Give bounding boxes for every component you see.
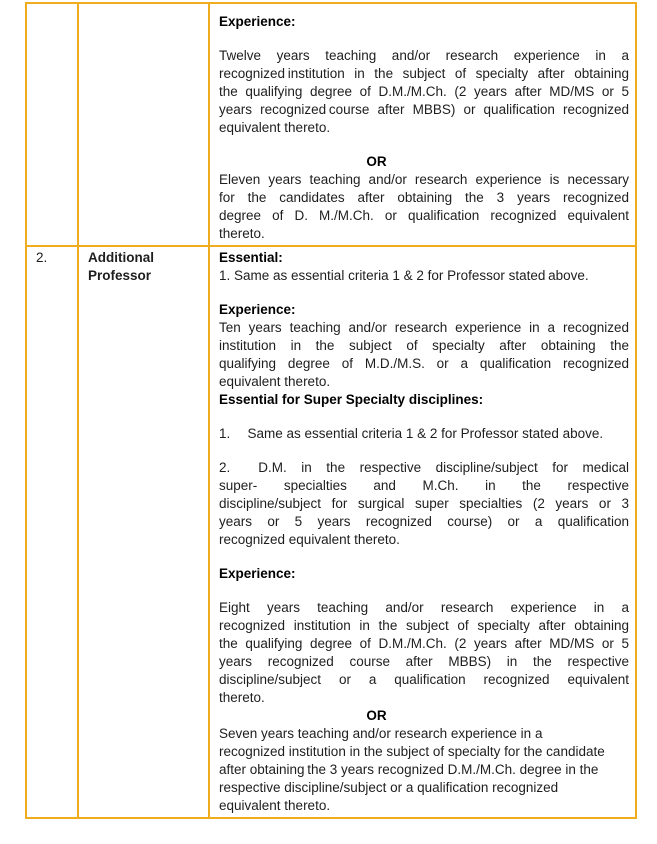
paragraph-line: thereto. [219, 226, 265, 241]
section-heading: Experience: [219, 302, 296, 317]
paragraph-line: discipline/subject or a qualification recognized equivalent [219, 672, 629, 687]
paragraph-line: recognized equivalent thereto. [219, 532, 400, 547]
paragraph-line: discipline/subject for surgical super specialties (2 years or 3 [219, 496, 629, 511]
paragraph-line: qualifying degree of M.D./M.S. or a qualification recognized [219, 356, 629, 371]
paragraph-line: the qualifying degree of D.M./M.Ch. (2 years after MD/MS or 5 [219, 636, 629, 651]
paragraph-line: Seven years teaching and/or research experience in a [219, 726, 543, 741]
section-heading: Experience: [219, 566, 296, 581]
paragraph-line: the qualifying degree of D.M./M.Ch. (2 years after MD/MS or 5 [219, 84, 629, 99]
table-row [26, 246, 636, 818]
section-heading: Essential: [219, 250, 283, 265]
spacer [219, 583, 629, 599]
section-heading: Essential for Super Specialty disciplines: [219, 392, 484, 407]
paragraph-line: 1. Same as essential criteria 1 & 2 for Professor stated above. [219, 268, 589, 283]
spacer [219, 443, 629, 459]
post-name-cell [78, 3, 209, 246]
paragraph-line: Eight years teaching and/or research experience in a [219, 600, 629, 615]
table-row [26, 3, 636, 246]
or-separator: OR [366, 708, 387, 723]
paragraph-line: super- specialties and M.Ch. in the respective [219, 478, 629, 493]
paragraph-line: years recognized course after MBBS) in the respective [219, 654, 629, 669]
section-heading: Experience: [219, 14, 296, 29]
eligibility-table [25, 2, 637, 819]
or-separator: OR [366, 154, 387, 169]
serial-cell: 2. [26, 246, 78, 818]
eligibility-table-body [26, 3, 636, 818]
paragraph-line: for the candidates after obtaining the 3 years recognized [219, 190, 629, 205]
paragraph-line: thereto. [219, 690, 265, 705]
spacer [219, 285, 629, 301]
paragraph-line: years or 5 years recognized course) or a qualification [219, 514, 629, 529]
paragraph-line: institution in the subject of specialty after obtaining the [219, 338, 629, 353]
spacer [219, 31, 629, 47]
paragraph-line: equivalent thereto. [219, 374, 331, 389]
spacer [219, 409, 629, 425]
paragraph-line: degree of D. M./M.Ch. or qualification recognized equivalent [219, 208, 629, 223]
criteria-cell [209, 3, 636, 246]
paragraph-line: recognized institution in the subject of specialty after obtaining [219, 618, 629, 633]
paragraph-line: respective discipline/subject or a qualification recognized [219, 780, 559, 795]
post-name-cell: Additional Professor [78, 246, 209, 818]
spacer [219, 549, 629, 565]
paragraph-line: equivalent thereto. [219, 120, 331, 135]
paragraph-line: Twelve years teaching and/or research experience in a [219, 48, 629, 63]
spacer [219, 137, 629, 153]
paragraph-line: Ten years teaching and/or research experience in a recognized [219, 320, 629, 335]
paragraph-line: after obtaining the 3 years recognized D.M./M.Ch. degree in the [219, 762, 599, 777]
serial-cell [26, 3, 78, 246]
paragraph-line: recognized institution in the subject of specialty after obtaining [219, 66, 629, 81]
criteria-cell [209, 246, 636, 818]
paragraph-line: recognized institution in the subject of specialty for the candidate [219, 744, 605, 759]
paragraph-line: 1. Same as essential criteria 1 & 2 for Professor stated above. [219, 426, 604, 441]
paragraph-line: equivalent thereto. [219, 798, 331, 813]
paragraph-line: 2. D.M. in the respective discipline/subject for medical [219, 460, 629, 475]
paragraph-line: Eleven years teaching and/or research experience is necessary [219, 172, 629, 187]
paragraph-line: years recognized course after MBBS) or qualification recognized [219, 102, 629, 117]
